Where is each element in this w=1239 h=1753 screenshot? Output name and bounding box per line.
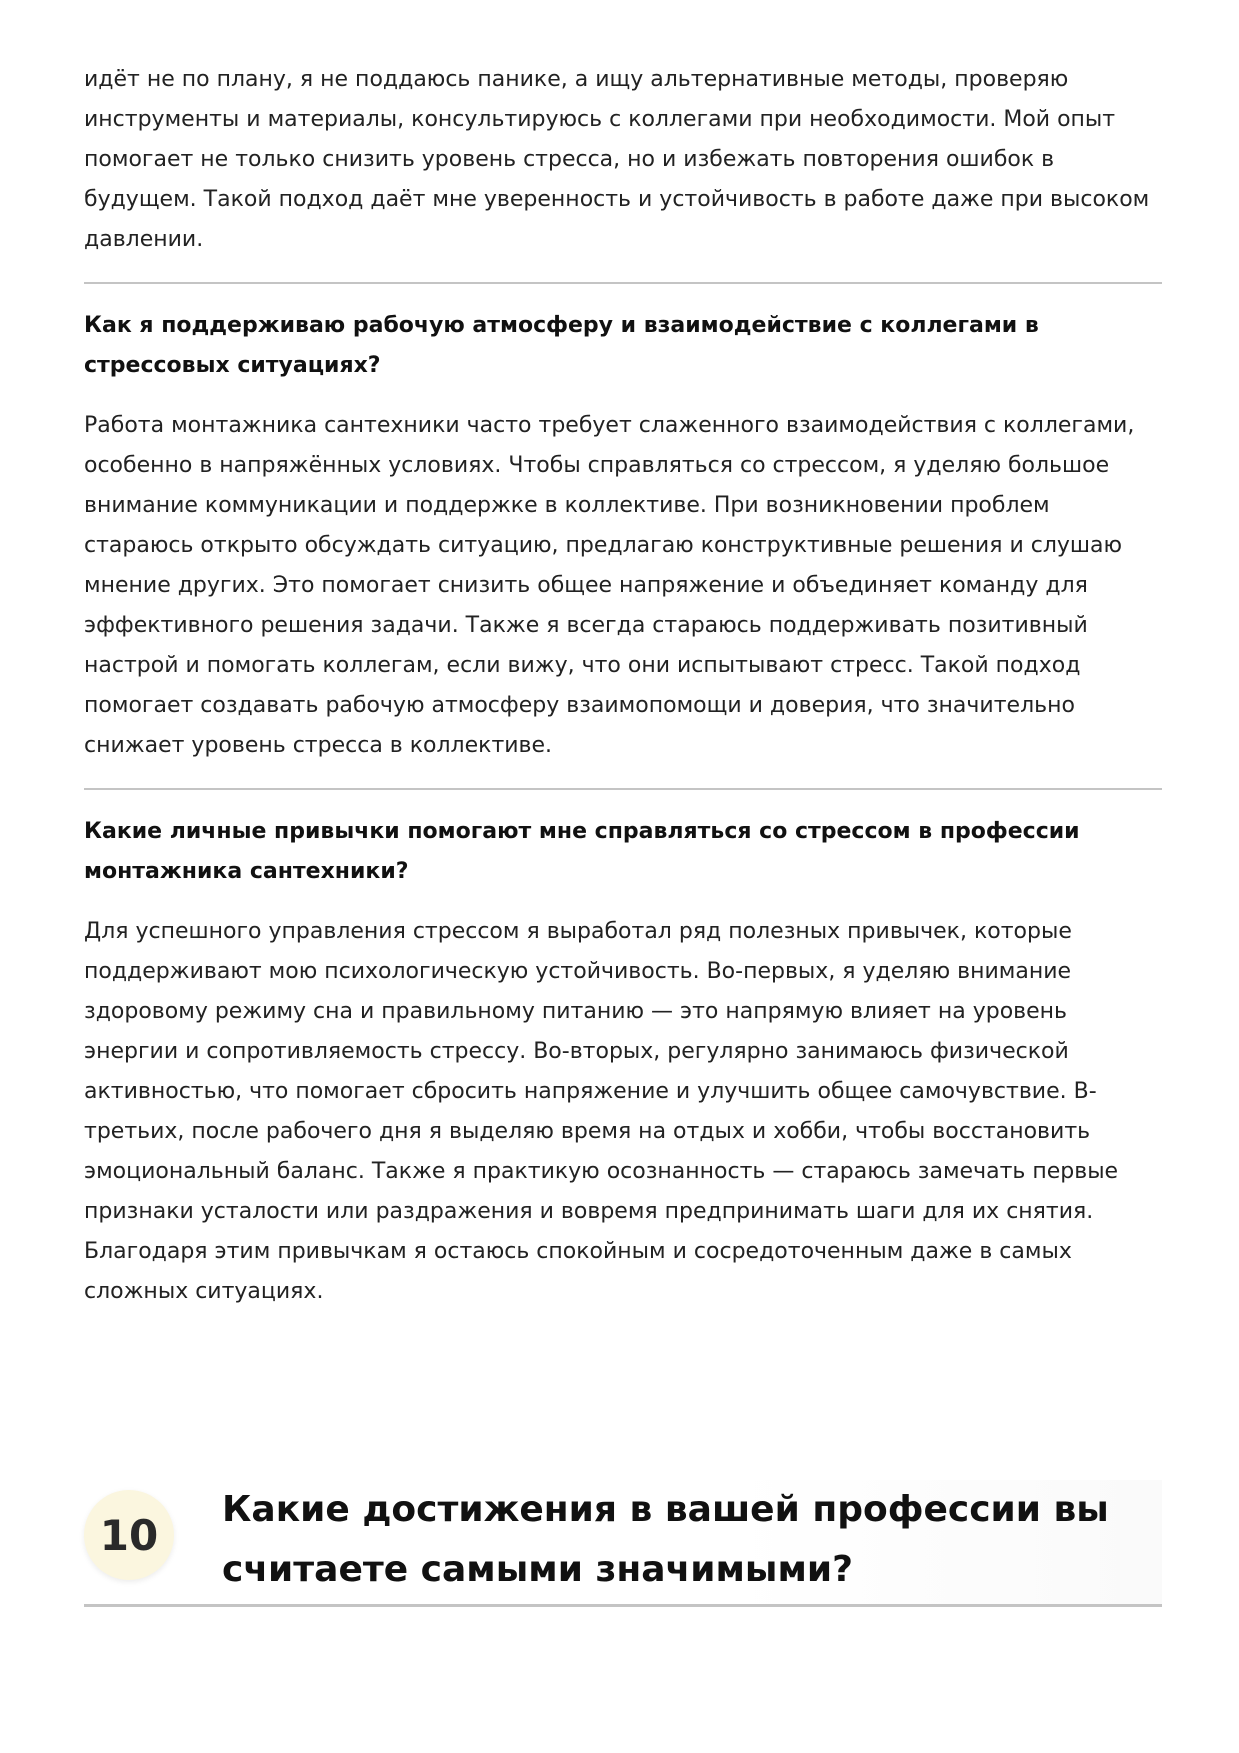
section-answer: Работа монтажника сантехники часто требует слаженного взаимодействия с коллегами, особенно в напряжённых условиях. Чтобы справляться со стрессом, я уделяю большое внимание коммуникации и поддержке в коллективе. При возникновении проблем стараюсь открыто обсуждать ситуацию, предлагаю конструктивные решения и слушаю мнение других. Это помогает снизить общее напряжение и объединяет команду для эффективного решения задачи. Также я всегда стараюсь поддерживать позитивный настрой и помогать коллегам, если вижу, что они испытывают стресс. Такой подход помогает создавать рабочую атмосферу взаимопомощи и доверия, что значительно снижает уровень стресса в коллективе. — [84, 413, 1135, 758]
question-number-badge: 10 — [84, 1490, 174, 1580]
next-question-heading — [84, 1480, 1162, 1607]
intro-paragraph: идёт не по плану, я не поддаюсь панике, а ищу альтернативные методы, проверяю инструменты и материалы, консультируюсь с коллегами при необходимости. Мой опыт помогает не только снизить уровень стресса, но и избежать повторения ошибок в будущем. Такой подход даёт мне уверенность и устойчивость в работе даже при высоком давлении. — [84, 67, 1150, 252]
document-page — [84, 0, 1162, 1312]
section-answer: Для успешного управления стрессом я выработал ряд полезных привычек, которые поддерживают мою психологическую устойчивость. Во-первых, я уделяю внимание здоровому режиму сна и правильному питанию — это напрямую влияет на уровень энергии и сопротивляемость стрессу. Во-вторых, регулярно занимаюсь физической активностью, что помогает сбросить напряжение и улучшить общее самочувствие. В-третьих, после рабочего дня я выделяю время на отдых и хобби, чтобы восстановить эмоциональный баланс. Также я практикую осознанность — стараюсь замечать первые признаки усталости или раздражения и вовремя предпринимать шаги для их снятия. Благодаря этим привычкам я остаюсь спокойным и сосредоточенным даже в самых сложных ситуациях. — [84, 919, 1119, 1304]
question-title: Какие достижения в вашей профессии вы считаете самыми значимыми? — [222, 1489, 1109, 1590]
section-question: Какие личные привычки помогают мне справляться со стрессом в профессии монтажника сантехники? — [84, 819, 1080, 884]
section-divider — [84, 282, 1162, 284]
section-divider — [84, 788, 1162, 790]
section-question: Как я поддерживаю рабочую атмосферу и взаимодействие с коллегами в стрессовых ситуациях? — [84, 313, 1039, 378]
